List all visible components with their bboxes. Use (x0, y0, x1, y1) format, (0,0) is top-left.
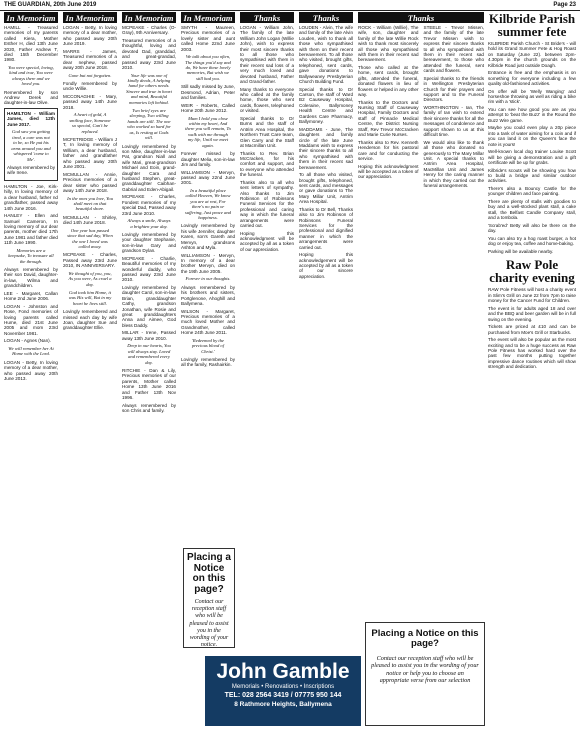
column-memoriam-2 (63, 25, 117, 733)
story-paragraph: On offer will be 'Welly Wanging' and horseshoe throwing as well as riding a bike rim with a 'stick'. (488, 88, 576, 105)
masthead-left: THE GUARDIAN, 20th June 2019 (4, 2, 97, 8)
story-paragraph: RAW Pole Fitness will host a charity event in Slim's Grill on June 22 from 7pm to raise money for the Cancer Fund for Children. (488, 287, 576, 304)
notice-text: Lovingly remembered and missed each day by wife Joan, daughter Sue and granddaughter Ellie. (63, 309, 117, 331)
notice-text: Still sadly missed by June, Desmond, Adrian, Peter and families. (181, 84, 235, 101)
notice-text: MCPEAKE - Charles, Fondest memories of my special Dad, Passed away 23rd June 2010. (122, 194, 176, 216)
notice-text: LEE - Margaret, Callan Home 2nd June 2006. (4, 290, 58, 302)
section-header-thanks-1: Thanks (240, 12, 294, 23)
notice-text: WEIR - Roberts, Called Home 20th June 2012. (181, 102, 235, 114)
notice-text: WILLIAMSON - Mervyn, passed away 22nd June 2001. (181, 169, 235, 186)
notice-box (4, 108, 58, 181)
notice-text: Thanks to Rev. Brian McCracken, for his comfort and support, and to everyone who attended the funeral. (240, 150, 294, 178)
placing-notice-title: Placing a Notice on this page? (371, 628, 479, 649)
notice-text: LOUDEN - Alvin, The wife and family of the late Alvin Louden, wish to thank all those who sympathised with them on their recent bereavement. To all those who visited, brought gifts, telephoned, sent cards, gave donations to Ballyweaney Presbyterian Church Building Fund. (299, 25, 353, 85)
notice-text: Thanks to the Doctors and Nursing Staff of Causeway Hospital, Family Doctors and staff of Pinnacle Medical Centre, the District Nursing Staff, Rev Trevor McCracken and Marie Curie Nurses. (358, 99, 419, 138)
notice-text: MCCONAGHIE - Mary, passed away 14th June 2018. (63, 94, 117, 110)
masthead (0, 0, 580, 11)
story-paragraph: Maybe you could even play a 20p piece into a tank of water aiming for a coin and if you can land it on the Queen's face the note is yours! (488, 125, 576, 147)
story-paragraph: There are plenty of stalls with goodies to buy and a well-stocked plant stall, a cake stall, the Belfast Candle Company stall, and a tombola. (488, 199, 576, 221)
notice-verse: In a beautiful place called Heaven, We know you are at rest, For there's no pain or suffering, Just peace and happiness. (185, 187, 231, 220)
notice-text: Lovingly remembered by son Mike, daughter-in-law Pat, grandson Niall and wife Mari, great-grandson Michael and Eoin, grand-daughter Cara and husband Stephen, great-granddaughter Caibhan-Gabrial and Eden-Abigail. (122, 143, 176, 192)
placing-notice-box-small (183, 548, 235, 648)
story-paragraph: 'Scrab'ed' Betty will also be there on the day. (488, 222, 576, 234)
placing-notice-box-large (365, 622, 485, 726)
notice-verse: Gone but not forgotten. (68, 72, 112, 78)
notice-text: We would also like to thank all those who donated so generously to The Mary Millar Unit. A special thanks to Antrim Area Hospital, MacMillan Unit and James Henry for the caring manner in which they carried out the funeral arrangements. (423, 139, 484, 188)
section-header-memoriam-2: In Memoriam (63, 12, 117, 23)
section-header-memoriam-1: In Memoriam (4, 12, 58, 23)
notice-verse: We thought of you, you, As you were, As cruel a day. (68, 270, 112, 287)
notice-verse: One year has passed since that sad day, When the one I loved was called away. (67, 227, 113, 249)
notice-text: LOGAN - Agnes (Nan). (4, 338, 51, 344)
notice-verse: Two brief eyes are sleeping, Two willing hands are still. The one who worked so hard for us, Is resting at Gods will. (127, 108, 171, 141)
notice-text: MCFETRIDGE - William J T, In loving memory of William, a dear husband, father and grandfather who passed away 20th June 2001. (63, 137, 117, 170)
notice-text: RITCHIE - Dan & Lily, Precious memories of our parents, Mother called Home 13th June 2016 and Father 13th Nov 1996. (122, 368, 176, 401)
notice-verse: 'Redeemed by the precious blood of Christ.' (191, 337, 225, 354)
notice-verse: God took him Home, it was His will, But in my heart he lives still. (68, 289, 112, 306)
section-header-thanks-2: Thanks (299, 12, 353, 23)
notice-text: Always remembered by wife Irene. (7, 164, 55, 176)
story-headline: Raw Pole charity evening (489, 257, 575, 286)
story-body (488, 287, 576, 369)
story-paragraph: Parking will be available nearby. (488, 248, 554, 254)
notice-text: MCMULLAN - Annie, Precious memories of a dear sister who passed away 14th June 2018. (63, 171, 117, 193)
notice-text: Always remembered by son Chris and family. (122, 402, 176, 414)
notice-text: Special thanks to the friends in Wellington Presbyterian Church for their prayers and support and to the Funeral Directors. (423, 75, 484, 103)
column-thanks-3 (358, 25, 484, 617)
notice-verse: Your life was one of kindly deeds, A helping hand for others needs. Sincere and true in heart and mind, Beautiful memories left behind. (126, 72, 172, 105)
notice-text: Hoping this acknowledgment will be accepted by all as a token of our appreciation. (240, 230, 294, 252)
notice-verse: In the ones you love, You shall meet on that beautiful shore. (67, 195, 113, 212)
notice-text: Many thanks to everyone who called at the family home, those who sent cards, flowers, telephoned or visited. (240, 86, 294, 114)
notice-verse: Mum I hold you close within my heart, And there you will remain, To walk with me through my life, Until we meet again. (185, 115, 231, 148)
notice-text: MCPEAKE - Charlie, Beautiful memories of my wonderful daddy, who passed away 23rd June 2010. (122, 255, 176, 283)
notice-text: Hoping this acknowledgement will be accepted by all as a token of our sincere appreciation. (299, 252, 353, 279)
notice-text: WILSON - Margaret, Precious memories of a much loved Mother and Grandmother, called Home 24th June 2011. (181, 308, 235, 336)
notice-text: MADDAMS - June, The daughters and family circle of the late June Maddams wish to express their sincere thanks to all who sympathised with them in their recent sad bereavement. (299, 126, 353, 170)
notice-text: ROCK - William (Willie), The wife, son, daughter and family of the late Willie Rock wish to thank most sincerely all those who sympathised with them in their recent sad bereavement. (358, 25, 419, 63)
notice-text: Always remembered by his brothers and sisters, Portglenone, Ahoghill and Ballymena. (181, 284, 235, 306)
notice-text: LOGAN - Betty, In loving memory of a dear mother, who passed away 20th June 2019. (63, 25, 117, 47)
section-header-memoriam-4: In Memoriam (181, 12, 235, 23)
story-headline: Kilbride Parish summer fete (488, 11, 576, 39)
notice-text: MCMULLAN - Shirley, died 14th June 2018. (63, 214, 117, 226)
notice-text: Special thanks to Dr Carson, the staff of Ward B2 Causeway Hospital, Coleraine, Ballymoney Health Centre and Gardens Care Pharmacy, Ballymoney. (299, 86, 353, 125)
notice-text: Lovingly remembered by his wife Jennifer, daughter Karen, son's Gareth and Mervyn, grandsons Ashton and Myla. (181, 223, 235, 250)
notice-verse: We will remember her At Home with the Lord. (8, 346, 54, 357)
notice-verse: Deep in our hearts, You will always stay. Loved and remembered every day. (127, 343, 171, 365)
notice-text: LOGAN - William John, The family of the late William John Logan (Willie John), wish to express their most sincere thanks to all those who sympathised with them in their recent sad loss of a very much loved and devoted husband, Father and Grand-father. (240, 25, 294, 85)
notice-verse: You were special, loving, kind and true, You were always there and we loved you. (8, 65, 54, 87)
notice-text: Forever missed by daughter Melia, son-in-law Jim and family. (181, 151, 235, 167)
notice-text: MILLAR - Irene, Passed away 13th June 2010. (122, 330, 176, 341)
masthead-right: Page 23 (553, 2, 576, 8)
notice-text: LOGAN - Betty, In loving memory of a dear mother, who passed away 20th June 2013. (4, 359, 58, 382)
story-paragraph: You can see how good you are as you attempt to 'beat the Buzz' in the Round the Buzz Wire game. (488, 107, 576, 123)
notice-text: Lovingly remembered by your daughter Stephanie, son-in-law Gary and grandson Dylan. (122, 231, 176, 254)
column-thanks-2 (299, 25, 353, 617)
john-gamble-advert (205, 656, 361, 726)
notice-verse: Always a smile, Always a brighten your day. (127, 218, 171, 229)
notice-text: HAMILTON - William James, died 12th June 2017. (7, 111, 55, 127)
notice-text: WORTHINGTON - Ian, The family of Ian wish to extend their sincere thanks for all the messages of condolence and support shown to us at this difficult time. (423, 105, 484, 138)
notice-text: Thanks to Dr Bell, Thanks also to Jim Robinson of Robinsons Funeral Services for the professional and dignified manner in which the arrangements were carried out. (299, 206, 353, 250)
notice-text: Thanks also to Rev. Kenneth Henderson for his pastoral care and for conducting the service. (358, 139, 419, 161)
notice-verse: We talk about you often, The things you'd say and do, We have these lovely memories, But wish we still had you. (185, 54, 231, 81)
story-paragraph: Kilbride's scouts will be showing you how to build a bridge and similar outdoor activities. (488, 167, 576, 184)
notice-text: HAMILTON - Joe, Kirk-hilly, In loving memory of a dear husband, father nd grandfather, passed away 14th June 2016. (4, 183, 58, 211)
notice-text: MCPEAKE - Charles (O-Gray), 9th Anniversary. (122, 25, 176, 36)
story-paragraph: Entrance is free and the emphasis is on something for everyone including a few quality old-fashioned activities. (488, 70, 576, 87)
notice-text: WILLIAMSON - Mervyn, In memory of a dear brother Mervyn, died on the 19th June 2005. (181, 252, 235, 274)
story-paragraph: There's also a Bouncy Castle for the younger children and face painting. (488, 186, 576, 197)
notice-text: Always remembered by their son David, daughter-in-law, Wilma and grandchildren. (4, 266, 58, 289)
placing-notice-body: Contact our reception staff who will be pleased to assist you in the wording of your notice. (189, 599, 229, 649)
notice-verse: Forever in our thoughts. (185, 276, 231, 282)
story-paragraph: Well-known local dog trainer Louise Scott will be giving a demonstration and a gift certificate will be up for grabs. (488, 149, 576, 166)
column-memoriam-1 (4, 25, 58, 733)
notice-text: Special thanks to Dr Burns and the staff of Antrim Area Hospital, the Northern Trust Care team, Glen Carry and the Staff at Macmillan Unit. (240, 115, 294, 148)
notice-text: Lovingly remembered by daughter Carol, son-in-law Brian, granddaughter Cathy, grandson Jonathan, wife Rosie and great granddaughters Anna and Aimee, God bless Daddy. (122, 285, 176, 328)
story-paragraph: Tickets are priced at £10 and can be purchased from Moe's Grill or Starbucks. (488, 324, 576, 335)
notice-text: LOGAN - Johnston and Rose, Fond memories of loving parents called Hume, died 21st June 2005 and mom 23rd November 1981. (4, 303, 58, 336)
section-header-thanks-3: Thanks (358, 12, 484, 23)
column-thanks-1 (240, 25, 294, 650)
notice-verse: A heart of gold, A smiling face, Someone so special, Can't be replaced. (69, 112, 111, 134)
advert-name: John Gamble (216, 660, 350, 683)
advert-telephone: TEL: 028 2564 3419 / 07775 950 144 (224, 692, 342, 699)
notice-text: Remembered by son Andrew Derek and daughter-in-law Olive. (4, 89, 58, 106)
notice-text: HANLEY - Ellen and Samuel Cameron, In loving memory of our dear parents, mother died 17th June 1981 and father died 11th June 1990. (4, 213, 58, 246)
story-paragraph: The event will also be popular as the most exciting and to be a huge success as Raw Pole Fitness has worked hard over the past few months putting together impressive dance routines which will show strength and dedication. (488, 337, 576, 370)
story-paragraph: You can also try a hog roast burger, a hot dog or enjoy tea, coffee and home-baking. (488, 235, 576, 247)
notice-text: Treasured memories of a thoughtful, loving and devoted Dad, granddad, and great-grandad, passed away 23rd June 2010. (122, 38, 176, 71)
placing-notice-body: Contact our reception staff who will be pleased to assist you in the wording of your notice or help you to choose an appropriate verse from our selection (371, 654, 479, 685)
notice-text: Hoping this acknowledgment will be accepted as a token of our appreciation. (358, 163, 419, 180)
advert-address: 8 Rathmore Heights, Ballymena (234, 701, 332, 708)
story-paragraph: The event is for adults aged 18 and over and the BBQ and beer garden will be in full swing on the evening. (488, 305, 576, 322)
notice-text: HAMILL - Treasured memories of my parents called Kiera, Mother Esther H, died 13th June 2020, Father Andrew T, died 15th December 1980. (4, 25, 58, 63)
notice-text: To all those who visited, brought gifts, telephoned, sent cards, and messages or gave donations to The Mary Millar Unit, Antrim Area Hospital. (299, 172, 353, 205)
notice-text: Those who called at the home, sent cards, brought gifts, attended the funeral, donated flowers in lieu of flowers or helped in any other way. (358, 65, 419, 98)
notice-text: STEELE - Trevor Missen, and the family of the late Trevor Missen wish to express their sincere thanks to all who sympathised with them in their recent sad bereavement, to those who attended the funeral, sent cards and flowers. (423, 25, 484, 74)
notice-text: Thanks also to all who sent letters of sympathy. Also thanks to Jim Robinson of Robinsons Funeral Services for the professional and caring way in which the funeral arrangements were carried out. (240, 179, 294, 228)
column-memoriam-3 (122, 25, 176, 733)
notice-text: MARRS - James, Treasured memories of a dear nephew, passed away 20th June 2018. (63, 48, 117, 71)
notice-text: Fondly remembered by uncle Willie. (63, 81, 117, 92)
column-memoriam-4 (181, 25, 235, 545)
advert-subtitle: Memorials • Renovations • Inscriptions (231, 684, 335, 690)
notice-text: MCPEAKE - Charles, Passed away 23rd June 2010, IN ANNIVERSARY. (63, 252, 117, 269)
notice-verse: God saw you getting tired, a cure was not to be, so He put his arms around you and whispered 'come to Me'. (11, 129, 51, 162)
story-body (488, 41, 576, 254)
story-paragraph: KILBRIDE Parish Church - St Bride's - will hold its Grand Summer Fete & Hog Roast on Saturday (June 22). between 2pm-4.30pm in the church grounds on the Kilbride Road just outside Doagh. (488, 41, 576, 68)
notice-text: Lovingly remembered by all the family, Rashairkin. (181, 357, 235, 368)
sidebar (488, 12, 576, 372)
section-header-memoriam-3: In Memoriam (122, 12, 176, 23)
notice-verse: Memories are a keepsake, To treasure all the through. (8, 247, 54, 264)
placing-notice-title: Placing a Notice on this page? (187, 552, 231, 595)
notice-text: SMYTH - Maureen, Precious memories of a lovely sister and aunt called Home 22nd June 2003. (181, 25, 235, 52)
